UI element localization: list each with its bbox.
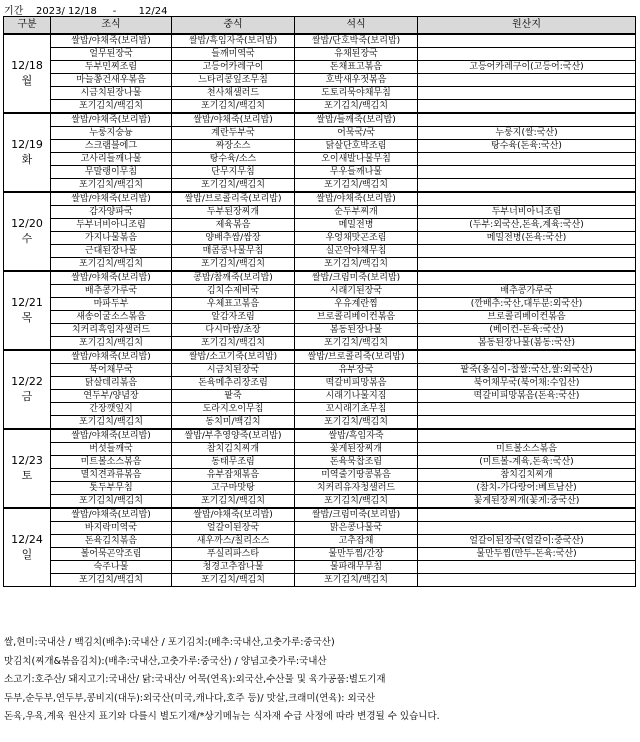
menu-row [4, 231, 636, 244]
breakfast-item: 연두부/양념장 [51, 389, 172, 402]
menu-row [4, 86, 636, 99]
breakfast-item: 포기김치/백김치 [51, 178, 172, 192]
origin-cell: (베이컨-돈육:국산) [418, 323, 636, 336]
lunch-item: 천사채샐러드 [172, 86, 295, 99]
dinner-item: 포기김치/백김치 [295, 99, 418, 113]
menu-row [4, 192, 636, 206]
breakfast-item: 닭살데리볶음 [51, 376, 172, 389]
lunch-item: 고구마맛탕 [172, 481, 295, 494]
lunch-item: 매콤콩나물무침 [172, 244, 295, 257]
lunch-item: 탕수육/소스 [172, 152, 295, 165]
origin-cell [418, 99, 636, 113]
breakfast-item: 포기김치/백김치 [51, 573, 172, 586]
origin-cell: (참치-가다랑어:베트남산) [418, 481, 636, 494]
lunch-item: 콩밥/참깨죽(보리밥) [172, 271, 295, 285]
menu-period [4, 2, 167, 16]
lunch-item: 포기김치/백김치 [172, 257, 295, 271]
menu-row [4, 415, 636, 429]
breakfast-item: 마늘쫑건새우볶음 [51, 73, 172, 86]
lunch-item: 쌀밥/흑임자죽(보리밥) [172, 34, 295, 48]
breakfast-item: 무말랭이무침 [51, 165, 172, 178]
menu-row [4, 34, 636, 48]
breakfast-item: 근대된장나물 [51, 244, 172, 257]
menu-row [4, 363, 636, 376]
period-end: 12/24 [138, 6, 168, 17]
day-weekday: 일 [21, 548, 33, 561]
origin-cell [418, 429, 636, 443]
breakfast-item: 포기김치/백김치 [51, 415, 172, 429]
lunch-item: 참치김치찌개 [172, 442, 295, 455]
day-label [4, 429, 51, 508]
breakfast-item: 숙주나물 [51, 560, 172, 573]
breakfast-item: 멸치견과류볶음 [51, 468, 172, 481]
lunch-item: 포기김치/백김치 [172, 99, 295, 113]
menu-row [4, 573, 636, 586]
breakfast-item: 두부너비아니조림 [51, 218, 172, 231]
origin-cell [418, 271, 636, 285]
origin-cell: 물만두찜(만두-돈육:국산) [418, 547, 636, 560]
breakfast-item: 미트볼소스볶음 [51, 455, 172, 468]
lunch-item: 동태무조림 [172, 455, 295, 468]
dinner-item: 유부장국 [295, 363, 418, 376]
dinner-item: 어묵국/국 [295, 126, 418, 139]
lunch-item: 알감자조림 [172, 310, 295, 323]
lunch-item: 포기김치/백김치 [172, 336, 295, 350]
day-label [4, 350, 51, 429]
origin-cell: 꽃게된장찌개(꽃게:중국산) [418, 494, 636, 508]
day-date: 12/23 [11, 454, 43, 467]
menu-row [4, 389, 636, 402]
dinner-item: 우유계란찜 [295, 297, 418, 310]
dinner-item: 꽃게된장찌개 [295, 442, 418, 455]
dinner-item: 유채된장국 [295, 47, 418, 60]
origin-cell: 봄동된장나물(봄동:국산) [418, 336, 636, 350]
dinner-item: 쌀밥/야채죽(보리밥) [295, 192, 418, 206]
origin-cell: 떡갈비피망볶음(돈육:국산) [418, 389, 636, 402]
menu-row [4, 534, 636, 547]
weekly-menu-table [3, 16, 636, 587]
menu-row [4, 165, 636, 178]
note-line: 소고기:호주산/ 돼지고기:국내산/ 닭:국내산/ 어묵(연육):외국산,수산물 및 육가공품:별도기재 [4, 674, 386, 686]
day-date: 12/22 [11, 375, 43, 388]
dinner-item: 닭살단호박조림 [295, 139, 418, 152]
lunch-item: 김치수제비국 [172, 284, 295, 297]
breakfast-item: 마파두부 [51, 297, 172, 310]
origin-cell [418, 350, 636, 364]
day-weekday: 토 [21, 469, 33, 482]
dinner-item: 도토리묵야채무침 [295, 86, 418, 99]
lunch-item: 느타리콩잎조무침 [172, 73, 295, 86]
menu-row [4, 310, 636, 323]
dinner-item: 브로콜리베이컨볶음 [295, 310, 418, 323]
dinner-item: 오이새발나물무침 [295, 152, 418, 165]
menu-row [4, 284, 636, 297]
day-weekday: 화 [21, 153, 33, 166]
lunch-item: 시금치된장국 [172, 363, 295, 376]
breakfast-item: 쌀밥/야채죽(보리밥) [51, 271, 172, 285]
dinner-item: 포기김치/백김치 [295, 178, 418, 192]
breakfast-item: 쌀밥/야채죽(보리밥) [51, 350, 172, 364]
menu-row [4, 521, 636, 534]
dinner-item: 돈육묵찹조림 [295, 455, 418, 468]
breakfast-item: 시금치된장나물 [51, 86, 172, 99]
day-label [4, 34, 51, 113]
breakfast-item: 스크램블에그 [51, 139, 172, 152]
breakfast-item: 쌀밥/야채죽(보리밥) [51, 192, 172, 206]
header-row [4, 17, 636, 34]
origin-cell [418, 402, 636, 415]
origin-cell: 고등어카레구이(고등어:국산) [418, 60, 636, 73]
origin-cell: 미트볼소스볶음 [418, 442, 636, 455]
breakfast-item: 포기김치/백김치 [51, 336, 172, 350]
dinner-item: 꼬시래기초무침 [295, 402, 418, 415]
origin-cell: (두부:외국산,돈육,계육:국산) [418, 218, 636, 231]
breakfast-item: 고사리들깨나물 [51, 152, 172, 165]
menu-row [4, 481, 636, 494]
day-weekday: 금 [21, 390, 33, 403]
dinner-item: 돈채표고볶음 [295, 60, 418, 73]
breakfast-item: 포기김치/백김치 [51, 99, 172, 113]
dinner-item: 순두부찌개 [295, 205, 418, 218]
dinner-item: 포기김치/백김치 [295, 573, 418, 586]
header-day: 구분 [4, 17, 51, 34]
origin-cell: (미트볼-계육,돈육:국산) [418, 455, 636, 468]
lunch-item: 우체표고볶음 [172, 297, 295, 310]
lunch-item: 쌀밥/야채죽(보리밥) [172, 113, 295, 127]
day-date: 12/24 [11, 533, 43, 546]
menu-row [4, 547, 636, 560]
day-weekday: 수 [21, 232, 33, 245]
period-label: 기간 [4, 6, 24, 17]
dinner-item: 포기김치/백김치 [295, 415, 418, 429]
lunch-item: 새우까스/칠리소스 [172, 534, 295, 547]
dinner-item: 쌀밥/크림미죽(보리밥) [295, 508, 418, 522]
origin-cell [418, 415, 636, 429]
dinner-item: 쌀밥/흑임자죽 [295, 429, 418, 443]
dinner-item: 우엉채맛곤조림 [295, 231, 418, 244]
menu-row [4, 271, 636, 285]
lunch-item: 제육볶음 [172, 218, 295, 231]
lunch-item: 다시마쌈/초장 [172, 323, 295, 336]
origin-cell [418, 573, 636, 586]
menu-row [4, 99, 636, 113]
dinner-item: 쌀밥/브로콜리죽(보리밥) [295, 350, 418, 364]
day-label [4, 271, 51, 350]
menu-body [4, 34, 636, 587]
day-label [4, 508, 51, 587]
menu-row [4, 336, 636, 350]
breakfast-item: 배추콩가루국 [51, 284, 172, 297]
origin-cell: 메밀전병(돈육:국산) [418, 231, 636, 244]
header-lunch: 중식 [172, 17, 295, 34]
dinner-item: 미역줄기땅콩볶음 [295, 468, 418, 481]
menu-row [4, 152, 636, 165]
breakfast-item: 포기김치/백김치 [51, 257, 172, 271]
origin-cell: (깐배추:국산,대두분:외국산) [418, 297, 636, 310]
lunch-item: 돈육메추리장조림 [172, 376, 295, 389]
lunch-item: 단무지무침 [172, 165, 295, 178]
origin-cell: 얼갈이된장국(얼갈이:중국산) [418, 534, 636, 547]
lunch-item: 고등어카레구이 [172, 60, 295, 73]
menu-row [4, 218, 636, 231]
dinner-item: 쌀밥/크림미죽(보리밥) [295, 271, 418, 285]
menu-row [4, 126, 636, 139]
menu-row [4, 297, 636, 310]
breakfast-item: 볼어묵곤약조림 [51, 547, 172, 560]
origin-cell: 브로콜리베이컨볶음 [418, 310, 636, 323]
origin-cell [418, 113, 636, 127]
origin-cell: 팥죽(옹심이-찹쌀:국산,쌀:외국산) [418, 363, 636, 376]
breakfast-item: 가지나물볶음 [51, 231, 172, 244]
dinner-item: 고추잡채 [295, 534, 418, 547]
dinner-item: 무우들깨나물 [295, 165, 418, 178]
lunch-item: 양배추쌈/쌈장 [172, 231, 295, 244]
menu-row [4, 60, 636, 73]
dinner-item: 시래기나물지짐 [295, 389, 418, 402]
header-breakfast: 조식 [51, 17, 172, 34]
menu-row [4, 494, 636, 508]
lunch-item: 포기김치/백김치 [172, 494, 295, 508]
lunch-item: 쌀밥/브로콜리죽(보리밥) [172, 192, 295, 206]
breakfast-item: 포기김치/백김치 [51, 494, 172, 508]
period-start: 2023/ 12/18 [36, 6, 97, 17]
lunch-item: 동치미/백김치 [172, 415, 295, 429]
menu-row [4, 402, 636, 415]
day-weekday: 목 [21, 311, 33, 324]
menu-row [4, 508, 636, 522]
breakfast-item: 바지락미역국 [51, 521, 172, 534]
lunch-item: 쌀밥/소고기죽(보리밥) [172, 350, 295, 364]
menu-row [4, 429, 636, 443]
lunch-item: 포기김치/백김치 [172, 573, 295, 586]
dinner-item: 치커리유자청샐러드 [295, 481, 418, 494]
dinner-item: 실곤약야채무침 [295, 244, 418, 257]
lunch-item: 청경고추잡나물 [172, 560, 295, 573]
origin-notes [4, 634, 636, 727]
menu-row [4, 350, 636, 364]
day-label [4, 192, 51, 271]
origin-cell [418, 152, 636, 165]
lunch-item: 유부잡채볶음 [172, 468, 295, 481]
breakfast-item: 돈육김치볶음 [51, 534, 172, 547]
note-line: 두부,순두부,연두부,콩비지(대두):외국산(미국,캐나다,호주 등)/ 맛살,크래미(연육): 외국산 [4, 692, 376, 704]
menu-row [4, 73, 636, 86]
breakfast-item: 새송이굴소스볶음 [51, 310, 172, 323]
lunch-item: 계란두부국 [172, 126, 295, 139]
menu-row [4, 560, 636, 573]
breakfast-item: 감자양파국 [51, 205, 172, 218]
breakfast-item: 누룽지숭늉 [51, 126, 172, 139]
lunch-item: 얼갈이된장국 [172, 521, 295, 534]
lunch-item: 포기김치/백김치 [172, 178, 295, 192]
day-date: 12/19 [11, 138, 43, 151]
breakfast-item: 쌀밥/야채죽(보리밥) [51, 429, 172, 443]
dinner-item: 시래기된장국 [295, 284, 418, 297]
origin-cell [418, 508, 636, 522]
breakfast-item: 치커리흑임자샐러드 [51, 323, 172, 336]
note-line: 맛김치(찌개&볶음김치):(배추:국내산,고춧가루:중국산) / 양념고춧가루:국내산 [4, 655, 327, 667]
dinner-item: 떡갈비피망볶음 [295, 376, 418, 389]
breakfast-item: 톳두부무침 [51, 481, 172, 494]
menu-row [4, 205, 636, 218]
breakfast-item: 간장깻잎지 [51, 402, 172, 415]
dinner-item: 봄동된장나물 [295, 323, 418, 336]
dinner-item: 쌀밥/들깨죽(보리밥) [295, 113, 418, 127]
lunch-item: 팥죽 [172, 389, 295, 402]
lunch-item: 도라지오이무침 [172, 402, 295, 415]
menu-row [4, 178, 636, 192]
breakfast-item: 쌀밥/야채죽(보리밥) [51, 34, 172, 48]
note-line: 쌀,현미:국내산 / 백김치(배추):국내산 / 포기김치:(배추:국내산,고춧가루:중국산) [4, 637, 335, 648]
menu-row [4, 323, 636, 336]
note-line: 돈육,우육,계육 원산지 표기와 다를시 별도기재/*상기메뉴는 식자재 수급 사정에 따라 변경될 수 있습니다. [4, 711, 440, 723]
menu-row [4, 468, 636, 481]
origin-cell: 배추콩가루국 [418, 284, 636, 297]
origin-cell [418, 165, 636, 178]
origin-cell [418, 86, 636, 99]
dinner-item: 포기김치/백김치 [295, 257, 418, 271]
origin-cell [418, 560, 636, 573]
origin-cell [418, 47, 636, 60]
dinner-item: 물만두찜/간장 [295, 547, 418, 560]
origin-cell: 북어채무국(북어채:수입산) [418, 376, 636, 389]
origin-cell [418, 34, 636, 48]
menu-row [4, 257, 636, 271]
origin-cell [418, 257, 636, 271]
menu-row [4, 455, 636, 468]
origin-cell: 참치김치찌개 [418, 468, 636, 481]
origin-cell [418, 244, 636, 257]
origin-cell [418, 192, 636, 206]
lunch-item: 두부된장찌개 [172, 205, 295, 218]
lunch-item: 들깨미역국 [172, 47, 295, 60]
dinner-item: 쌀밥/단호박죽(보리밥) [295, 34, 418, 48]
dinner-item: 포기김치/백김치 [295, 336, 418, 350]
breakfast-item: 두부민찌조림 [51, 60, 172, 73]
breakfast-item: 쌀밥/야채죽(보리밥) [51, 113, 172, 127]
dinner-item: 메밀전병 [295, 218, 418, 231]
breakfast-item: 북어채무국 [51, 363, 172, 376]
origin-cell: 탕수육(돈육:국산) [418, 139, 636, 152]
lunch-item: 푸실리파스타 [172, 547, 295, 560]
breakfast-item: 버섯들깨국 [51, 442, 172, 455]
origin-cell: 두부너비아니조림 [418, 205, 636, 218]
menu-row [4, 139, 636, 152]
origin-cell [418, 178, 636, 192]
dinner-item: 물파래무무침 [295, 560, 418, 573]
day-weekday: 월 [21, 74, 33, 87]
breakfast-item: 얼무된장국 [51, 47, 172, 60]
menu-row [4, 47, 636, 60]
breakfast-item: 쌀밥/야채죽(보리밥) [51, 508, 172, 522]
origin-cell [418, 73, 636, 86]
day-date: 12/20 [11, 217, 43, 230]
menu-row [4, 442, 636, 455]
day-date: 12/18 [11, 59, 43, 72]
period-dash: - [112, 6, 117, 17]
origin-cell: 누룽지(쌀:국산) [418, 126, 636, 139]
lunch-item: 짜장소스 [172, 139, 295, 152]
lunch-item: 쌀밥/부추영양죽(보리밥) [172, 429, 295, 443]
menu-row [4, 113, 636, 127]
lunch-item: 쌀밥/야채죽(보리밥) [172, 508, 295, 522]
header-dinner: 석식 [295, 17, 418, 34]
dinner-item: 맑은콩나물국 [295, 521, 418, 534]
menu-row [4, 244, 636, 257]
menu-row [4, 376, 636, 389]
header-origin: 원산지 [418, 17, 636, 34]
dinner-item: 포기김치/백김치 [295, 494, 418, 508]
day-label [4, 113, 51, 192]
origin-cell [418, 521, 636, 534]
dinner-item: 호박새우젓볶음 [295, 73, 418, 86]
day-date: 12/21 [11, 296, 43, 309]
